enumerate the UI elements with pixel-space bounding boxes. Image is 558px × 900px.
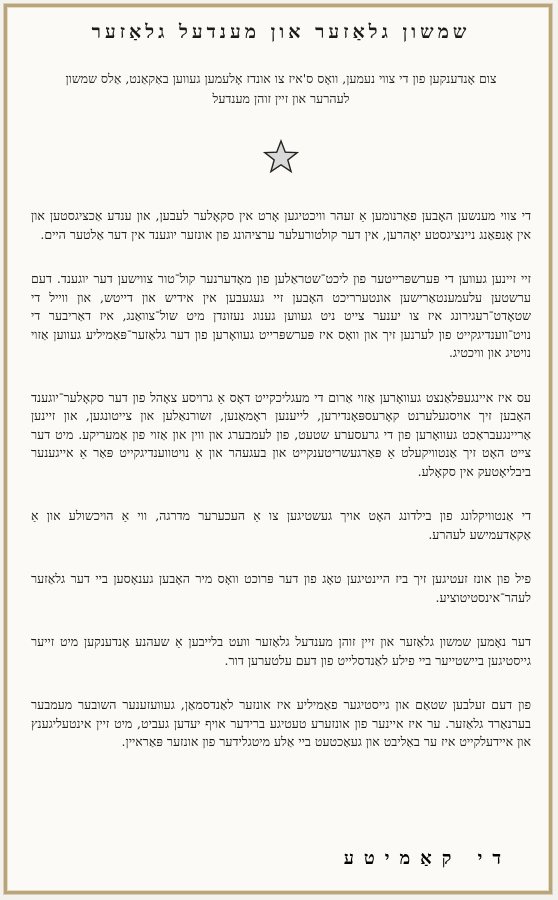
- paragraph: עס איז איינגעפּלאַנצט געוואָרען אַזוי אַרום די מעגליכקייט דאָס אַ גרויסע צאָהל פון דער סקאָלער־יוגענד האָבען זיך אויסגעלערנט קאָרעספּאָנדירען, לייענען ראָמאַנען, זשורנאַלען און צייטונגען, און זיינען אַריינגעבראַכט געוואָרען פון די גרעסערע שטעט, פון לעמבערג און ווין און אַזוי פון אַמעריקע. מיט דער צייט האָט זיך אַנטוויקעלט אַ פּאַרגעשריטענקייט און בעגעהר און אַ נויטווענדיגקייט פּאַר אַ אייגענער ביבליאָטעק אין סקאָלע.: [31, 389, 531, 479]
- paragraph: די אַנטוויקלונג פון בילדונג האָט אויך געשטיגען צו אַ העכערער מדרגה, ווי אַ הויכשולע און אַ אַקאַדעמישע לעהרע.: [31, 508, 531, 542]
- paragraph: די צווי מענשען האָבען פאַרנומען אַ זעהר וויכטיגען אָרט אין סקאָלער לעבען, און ענדע אַכציגסטען און אין אָנפאַנג ניינציגסטע יאָהרען, אין דער קולטורעלער ערציהונג פון אונזער יוגענד אין דער אַלטער היים.: [31, 208, 531, 242]
- star-icon: [261, 139, 301, 179]
- body-text: [31, 207, 531, 752]
- dedication-subtitle: צום אָנדענקען פון די צווי נעמען, וואָס ס'איז צו אונדז אָלעמען געווען באַקאַנט, אַלס שמשון לעהרער און זיין זוהן מענדעל: [65, 71, 497, 106]
- star-icon-svg: [263, 139, 299, 175]
- page-title: שמשון גלאַזער און מענדעל גלאַזער: [91, 21, 471, 43]
- paragraph: דער נאָמען שמשון גלאַזער און זיין זוהן מענדעל גלאַזער וועט בלייבען אַ שעהנע אָנדענקען מיט זייער גייסטיגען ביישטייער ביי פילע לאַנדסלייט פון דעם עלטערען דור.: [31, 634, 531, 668]
- paragraph: פיל פון אונז זעטיגען זיך ביז היינטיגען טאָג פון דער פּרוכט וואָס מיר האָבען גענאָסען ביי דער גלאַזער לעהר־אינסטיטוציע.: [31, 571, 531, 605]
- signature-committee: די קאַמיטע: [343, 848, 511, 869]
- paragraph: זיי זיינען געווען די פּערשפּרייטער פון ליכט־שטראַלען פון מאָדערנער קול־טור צווישען דער יוגענד. דעם ערשטען עלעמענטאַרישען אונטערריכט האָבען זיי געגעבען אין אידיש און דייטש, און ווייל די שטאָדט־רעגירונג איז צו יענער צייט ניט געווען גענוג נעזונדן מיט שול־צוואַנג, איז דאַריבער די נויט־ווענדיגקייט פון לערנען זיך און וואָס איז פּערשפּרייט געוואָרען פון דער גלאַזער־פּאַמיליע געווען אַזוי נויטיג און וויכטיג.: [31, 271, 531, 360]
- page-frame: [4, 4, 552, 894]
- paragraph: פון דעם זעלבען שטאַם און גייסטיגער פאַמיליע איז אונזער לאַנדסמאַן, געוועזענער השובער מעמבער בערנאַרד גלאַזער. ער איז איינער פון אונזערע טעטיגע ברידער אויף יעדען געביט, מיט זיין אינטעליגענץ און איידעלקייט איז ער באַליבט און געאַכטעט ביי אַלע מיטגלידער פון אונזער פּאַראיין.: [31, 697, 531, 749]
- memorial-page: [17, 13, 545, 778]
